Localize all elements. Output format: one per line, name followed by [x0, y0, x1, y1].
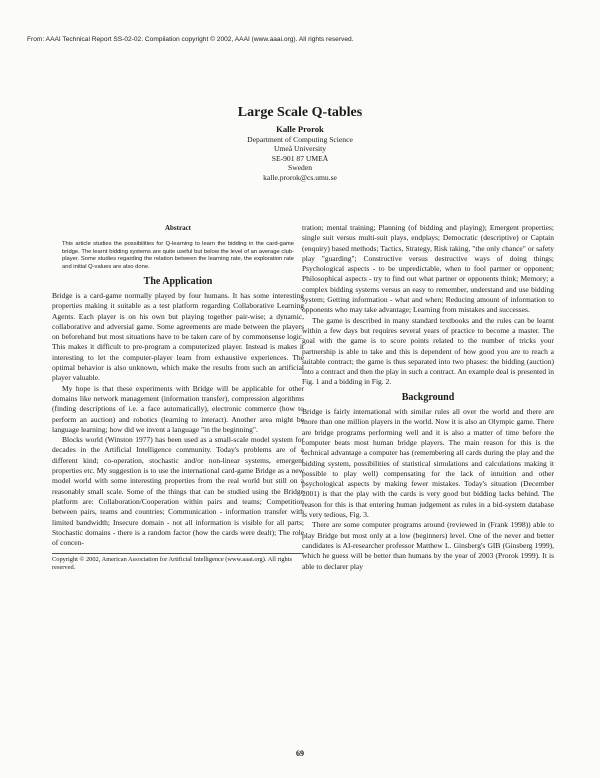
author-name: Kalle Prorok	[276, 124, 324, 134]
paragraph: tration; mental training; Planning (of bidding and playing); Emergent properties; single suit versus multi-suit plays, endplays; Democratic (descriptive) or Captain (enquiry) based methods; Tactics, Strategy, Risk taking, "the only chance" or safety play "guarding"; Constructive versus destructive ways of doing things; Psychological aspects - to be unpredictable, when to fool partner or opponent; Philosophical aspects - try to find out what partner or opponents think; Memory; a complex bidding systems versus an easy to remember, understand and use bidding system; Getting information - what and when; Reducing amount of information to opponents who may take advantage; Learning from mistakes and successes.	[302, 223, 554, 315]
author-country: Sweden	[287, 163, 313, 173]
paper-title: Large Scale Q-tables	[237, 105, 363, 120]
section-heading-application: The Application	[143, 275, 213, 287]
copyright-footnote: Copyright © 2002, American Association for Artificial Intelligence (www.aaai.org). All rights reserved.	[52, 553, 304, 572]
right-column	[302, 223, 554, 572]
left-column	[52, 223, 304, 572]
abstract-heading: Abstract	[164, 224, 192, 232]
paragraph: Blocks world (Winston 1977) has been used as a small-scale model system for decades in the Artificial Intelligence community. Today's problems are of a different kind; co-operation, stochastic and/or non-linear systems, emergent properties etc. My suggestion is to use the international card-game Bridge as a new model world with some interesting properties from the real world but still on a reasonably small scale. Some of the things that can be studied using the Bridge platform are: Collaboration/Cooperation within pairs and teams; Competition between pairs, teams and countries; Communication - information transfer with limited bandwidth; Insecure domain - not all information is visible for all parts; Stochastic domains - there is a random factor (how the cards were dealt); The role of concen-	[52, 435, 304, 548]
section-heading-background: Background	[401, 391, 455, 403]
paragraph: Bridge is fairly international with similar rules all over the world and there are more than one million players in the world. Now it is also an Olympic game. There are bridge programs performing well and it is also a matter of time before the computer beats most human bridge players. The main reason for this is the technical advantage a computer has (remembering all cards during the play and the bidding system, possibilities of statistical simulations and calculations making it possible to play well) compensating for the lack of intuition and other psychological aspects by making fewer mistakes. Today's situation (December 2001) is that the play with the cards is very good but bidding lacks behind. The reason for this is that entering human judgement as rules in a bid-system database is very tedious, Fig. 3.	[302, 407, 554, 520]
page-number: 69	[296, 749, 304, 758]
author-block	[0, 125, 600, 183]
abstract-text: This article studies the possibilities for Q-learning to learn the bidding in the card-game bridge. The learnt bidding systems are quite useful but below the level of an average club-player. Some studies regarding the relation between the learning rate, the exploration rate and initial Q-values are also done.	[62, 241, 294, 271]
paragraph: Bridge is a card-game normally played by four humans. It has some interesting properties making it suitable as a test platform regarding Collaborative Learning Agents. Each player is on his own but playing together pair-wise; a dynamic, collaborative and adversial game. Some agreements are made between the players on beforehand but most situations have to be taken care of by commonsense logic. This makes it difficult to pre-program a computerized player. Instead is makes it interesting to let the computer-player learn from exhaustive experiences. The optimal behavior is also unknown, which make the results from such an artificial player valuable.	[52, 290, 304, 383]
author-department: Department of Computing Science	[247, 134, 353, 144]
author-university: Umeå University	[273, 144, 327, 154]
paragraph: The game is described in many standard textbooks and the rules can be learnt within a few days but requires several years of practice to become a master. The goal with the game is to score points related to the number of tricks your partnership is able to take and this is dependent of how good you are to reach a suitable contract; the game is thus separated into two phases: the bidding (auction) into a contract and then the play in such a contract. An example deal is presented in Fig. 1 and a bidding in Fig. 2.	[302, 315, 554, 387]
copyright-header-note: From: AAAI Technical Report SS-02-02. Compilation copyright © 2002, AAAI (www.aaai.org). All rights reserved.	[27, 36, 354, 43]
author-address: SE-901 87 UMEÅ	[271, 153, 329, 163]
paragraph: My hope is that these experiments with Bridge will be applicable for other domains like network management (information transfer), compression algorithms (finding descriptions of i.e. a face automatically), electronic commerce (how to perform an auction) and robotics (learning to interact). Another area might be language learning; how did we invent a language "in the beginning".	[52, 383, 304, 434]
author-email: kalle.prorok@cs.umu.se	[263, 172, 337, 182]
paragraph: There are some computer programs around (reviewed in (Frank 1998)) able to play Bridge but most only at a low (beginners) level. One of the never and better candidates is AI-researcher professor Matthew L. Ginsberg's GIB (Ginsberg 1999), which he guess will be better than humans by the year of 2003 (Prorok 1999). It is able to declarer play	[302, 520, 554, 571]
